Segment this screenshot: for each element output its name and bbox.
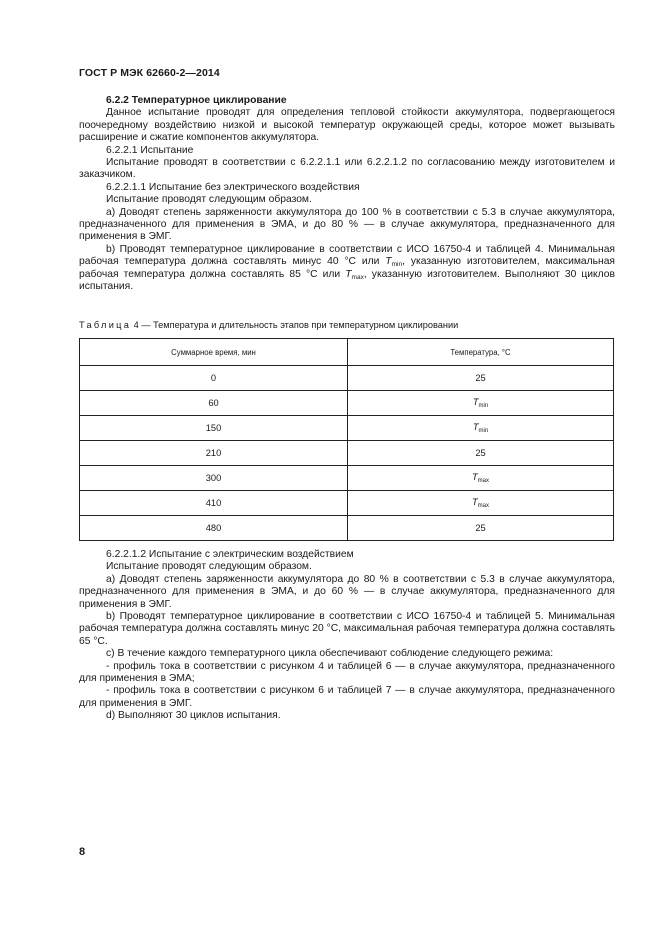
table-row (80, 516, 614, 541)
cell-temperature: 25 (348, 516, 614, 541)
subsection1-item-a: а) Доводят степень заряженности аккумулятора до 100 % в соответствии с 5.3 в случае аккумулятора, предназначенного для применения в ЭМА, и до 80 % — в случае аккумулятора, предназначенного для применения в ЭМГ. (79, 206, 615, 243)
table-row (80, 391, 614, 416)
table-row (80, 466, 614, 491)
table-row (80, 441, 614, 466)
cell-time: 480 (80, 516, 348, 541)
cell-time: 150 (80, 416, 348, 441)
cell-time: 410 (80, 491, 348, 516)
cell-time: 300 (80, 466, 348, 491)
column-header-time: Суммарное время, мин (80, 339, 348, 366)
cell-time: 0 (80, 366, 348, 391)
section-intro: Данное испытание проводят для определения тепловой стойкости аккумулятора, подвергающегося поочередному воздействию низкой и высокой температур окружающей среды, которое может вызывать расширение и сжатие компонентов аккумулятора. (79, 107, 615, 144)
cell-time: 60 (80, 391, 348, 416)
cell-temperature: 25 (348, 441, 614, 466)
section2-heading: 6.2.2.1.2 Испытание с электрическим воздействием (106, 549, 354, 560)
section2-intro: Испытание проводят следующим образом. (106, 561, 312, 573)
subsection1-item-b: b) Проводят температурное циклирование в соответствии с ИСО 16750-4 и таблицей 4. Минимальная рабочая температура должна составлять минус 40 °С или $T_{min}$, указанную изготовителем, максимальная рабочая температура должна составлять 85 °С или $T_{max}$, указанную изготовителем. Выполняют 30 циклов испытания. (79, 243, 616, 293)
cell-temperature: $T_{min}$ (348, 416, 614, 441)
cell-temperature: $T_{min}$ (348, 391, 614, 416)
cell-temperature: $T_{max}$ (348, 466, 614, 491)
standard-header: ГОСТ Р МЭК 62660-2—2014 (79, 67, 220, 79)
page-number: 8 (79, 846, 86, 858)
table-row (80, 366, 614, 391)
section2-item-c2: - профиль тока в соответствии с рисунком 6 и таблицей 7 — в случае аккумулятора, предназначенного для применения в ЭМГ. (79, 685, 615, 709)
section2-item-c1: - профиль тока в соответствии с рисунком 4 и таблицей 6 — в случае аккумулятора, предназначенного для применения в ЭМА; (79, 660, 615, 685)
cell-temperature: 25 (348, 366, 614, 391)
subsection1-heading: 6.2.2.1.1 Испытание без электрического воздействия (106, 181, 360, 193)
section-electrical-test (79, 549, 615, 723)
cell-temperature: $T_{max}$ (348, 491, 614, 516)
table-row (80, 491, 614, 516)
section2-item-b: b) Проводят температурное циклирование в соответствии с ИСО 16750-4 и таблицей 5. Минимальная рабочая температура должна составлять минус 20 °С, максимальная рабочая температура должна составлять 65 °С. (79, 611, 615, 647)
temperature-table (79, 338, 614, 541)
table-caption: Таблица 4 — Температура и длительность этапов при температурном циклировании (79, 320, 459, 330)
table-row (80, 416, 614, 441)
section2-item-a: а) Доводят степень заряженности аккумулятора до 80 % в соответствии с 5.3 в случае аккумулятора, предназначенного для применения в ЭМА, и до 60 % — в случае аккумулятора, предназначенного для применения в ЭМГ. (79, 573, 615, 610)
section2-item-c: с) В течение каждого температурного цикла обеспечивают соблюдение следующего режима: (106, 648, 554, 660)
column-header-temperature: Температура, °С (348, 339, 614, 366)
section-heading: 6.2.2 Температурное циклирование (106, 95, 287, 106)
subsection1-intro: Испытание проводят следующим образом. (106, 194, 312, 206)
section2-item-d: d) Выполняют 30 циклов испытания. (106, 710, 281, 722)
subsection-heading: 6.2.2.1 Испытание (106, 144, 194, 156)
section-temperature-cycling (79, 95, 615, 294)
cell-time: 210 (80, 441, 348, 466)
subsection-text: Испытание проводят в соответствии с 6.2.2.1.1 или 6.2.2.1.2 по согласованию между изготовителем и заказчиком. (79, 157, 615, 181)
